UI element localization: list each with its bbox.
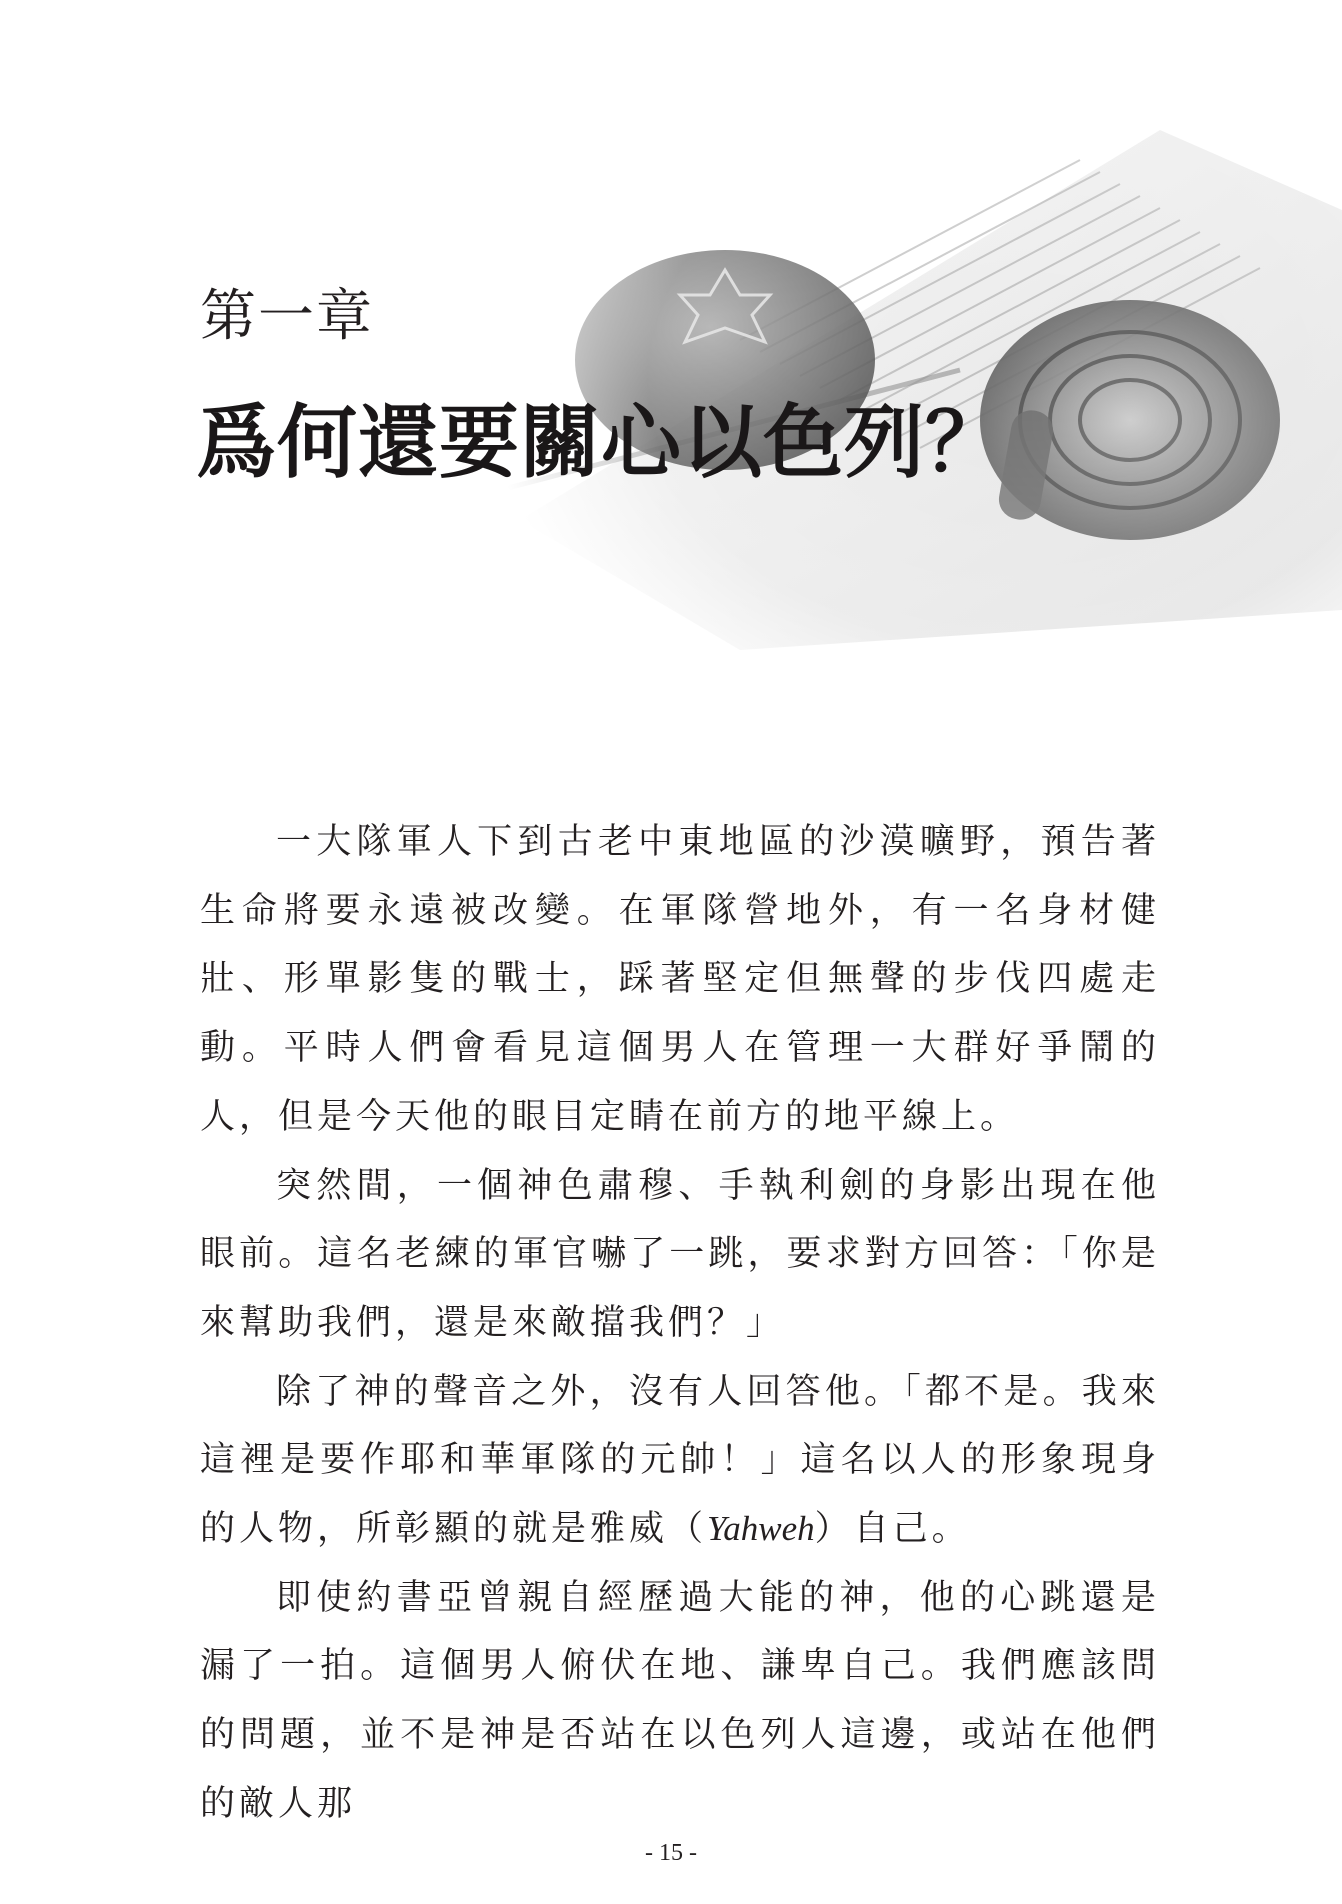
chapter-title: 爲何還要關心以色列？ bbox=[196, 395, 1006, 489]
paragraph: 即使約書亞曾親自經歷過大能的神，他的心跳還是漏了一拍。這個男人俯伏在地、謙卑自己。我們應該問的問題，並不是神是否站在以色列人這邊，或站在他們的敵人那 bbox=[200, 1577, 1160, 1824]
body-text bbox=[200, 808, 1160, 1839]
page-number: - 15 - bbox=[645, 1840, 697, 1866]
paragraph-text: ）自己。 bbox=[814, 1509, 971, 1550]
paragraph: 突然間，一個神色肅穆、手執利劍的身影出現在他眼前。這名老練的軍官嚇了一跳，要求對方回答：「你是來幫助我們，還是來敵擋我們？」 bbox=[200, 1165, 1160, 1343]
paragraph: 一大隊軍人下到古老中東地區的沙漠曠野，預告著生命將要永遠被改變。在軍隊營地外，有一名身材健壯、形單影隻的戰士，踩著堅定但無聲的步伐四處走動。平時人們會看見這個男人在管理一大群好爭鬧的人，但是今天他的眼目定睛在前方的地平線上。 bbox=[200, 822, 1160, 1137]
chapter-label: 第一章 bbox=[200, 284, 374, 349]
latin-term: Yahweh bbox=[707, 1509, 815, 1549]
paragraph-text: 除了神的聲音之外，沒有人回答他。「都不是。我來這裡是要作耶和華軍隊的元帥！」這名以人的形象現身的人物，所彰顯的就是雅威（ bbox=[200, 1371, 1160, 1550]
paragraph bbox=[200, 1358, 1160, 1564]
